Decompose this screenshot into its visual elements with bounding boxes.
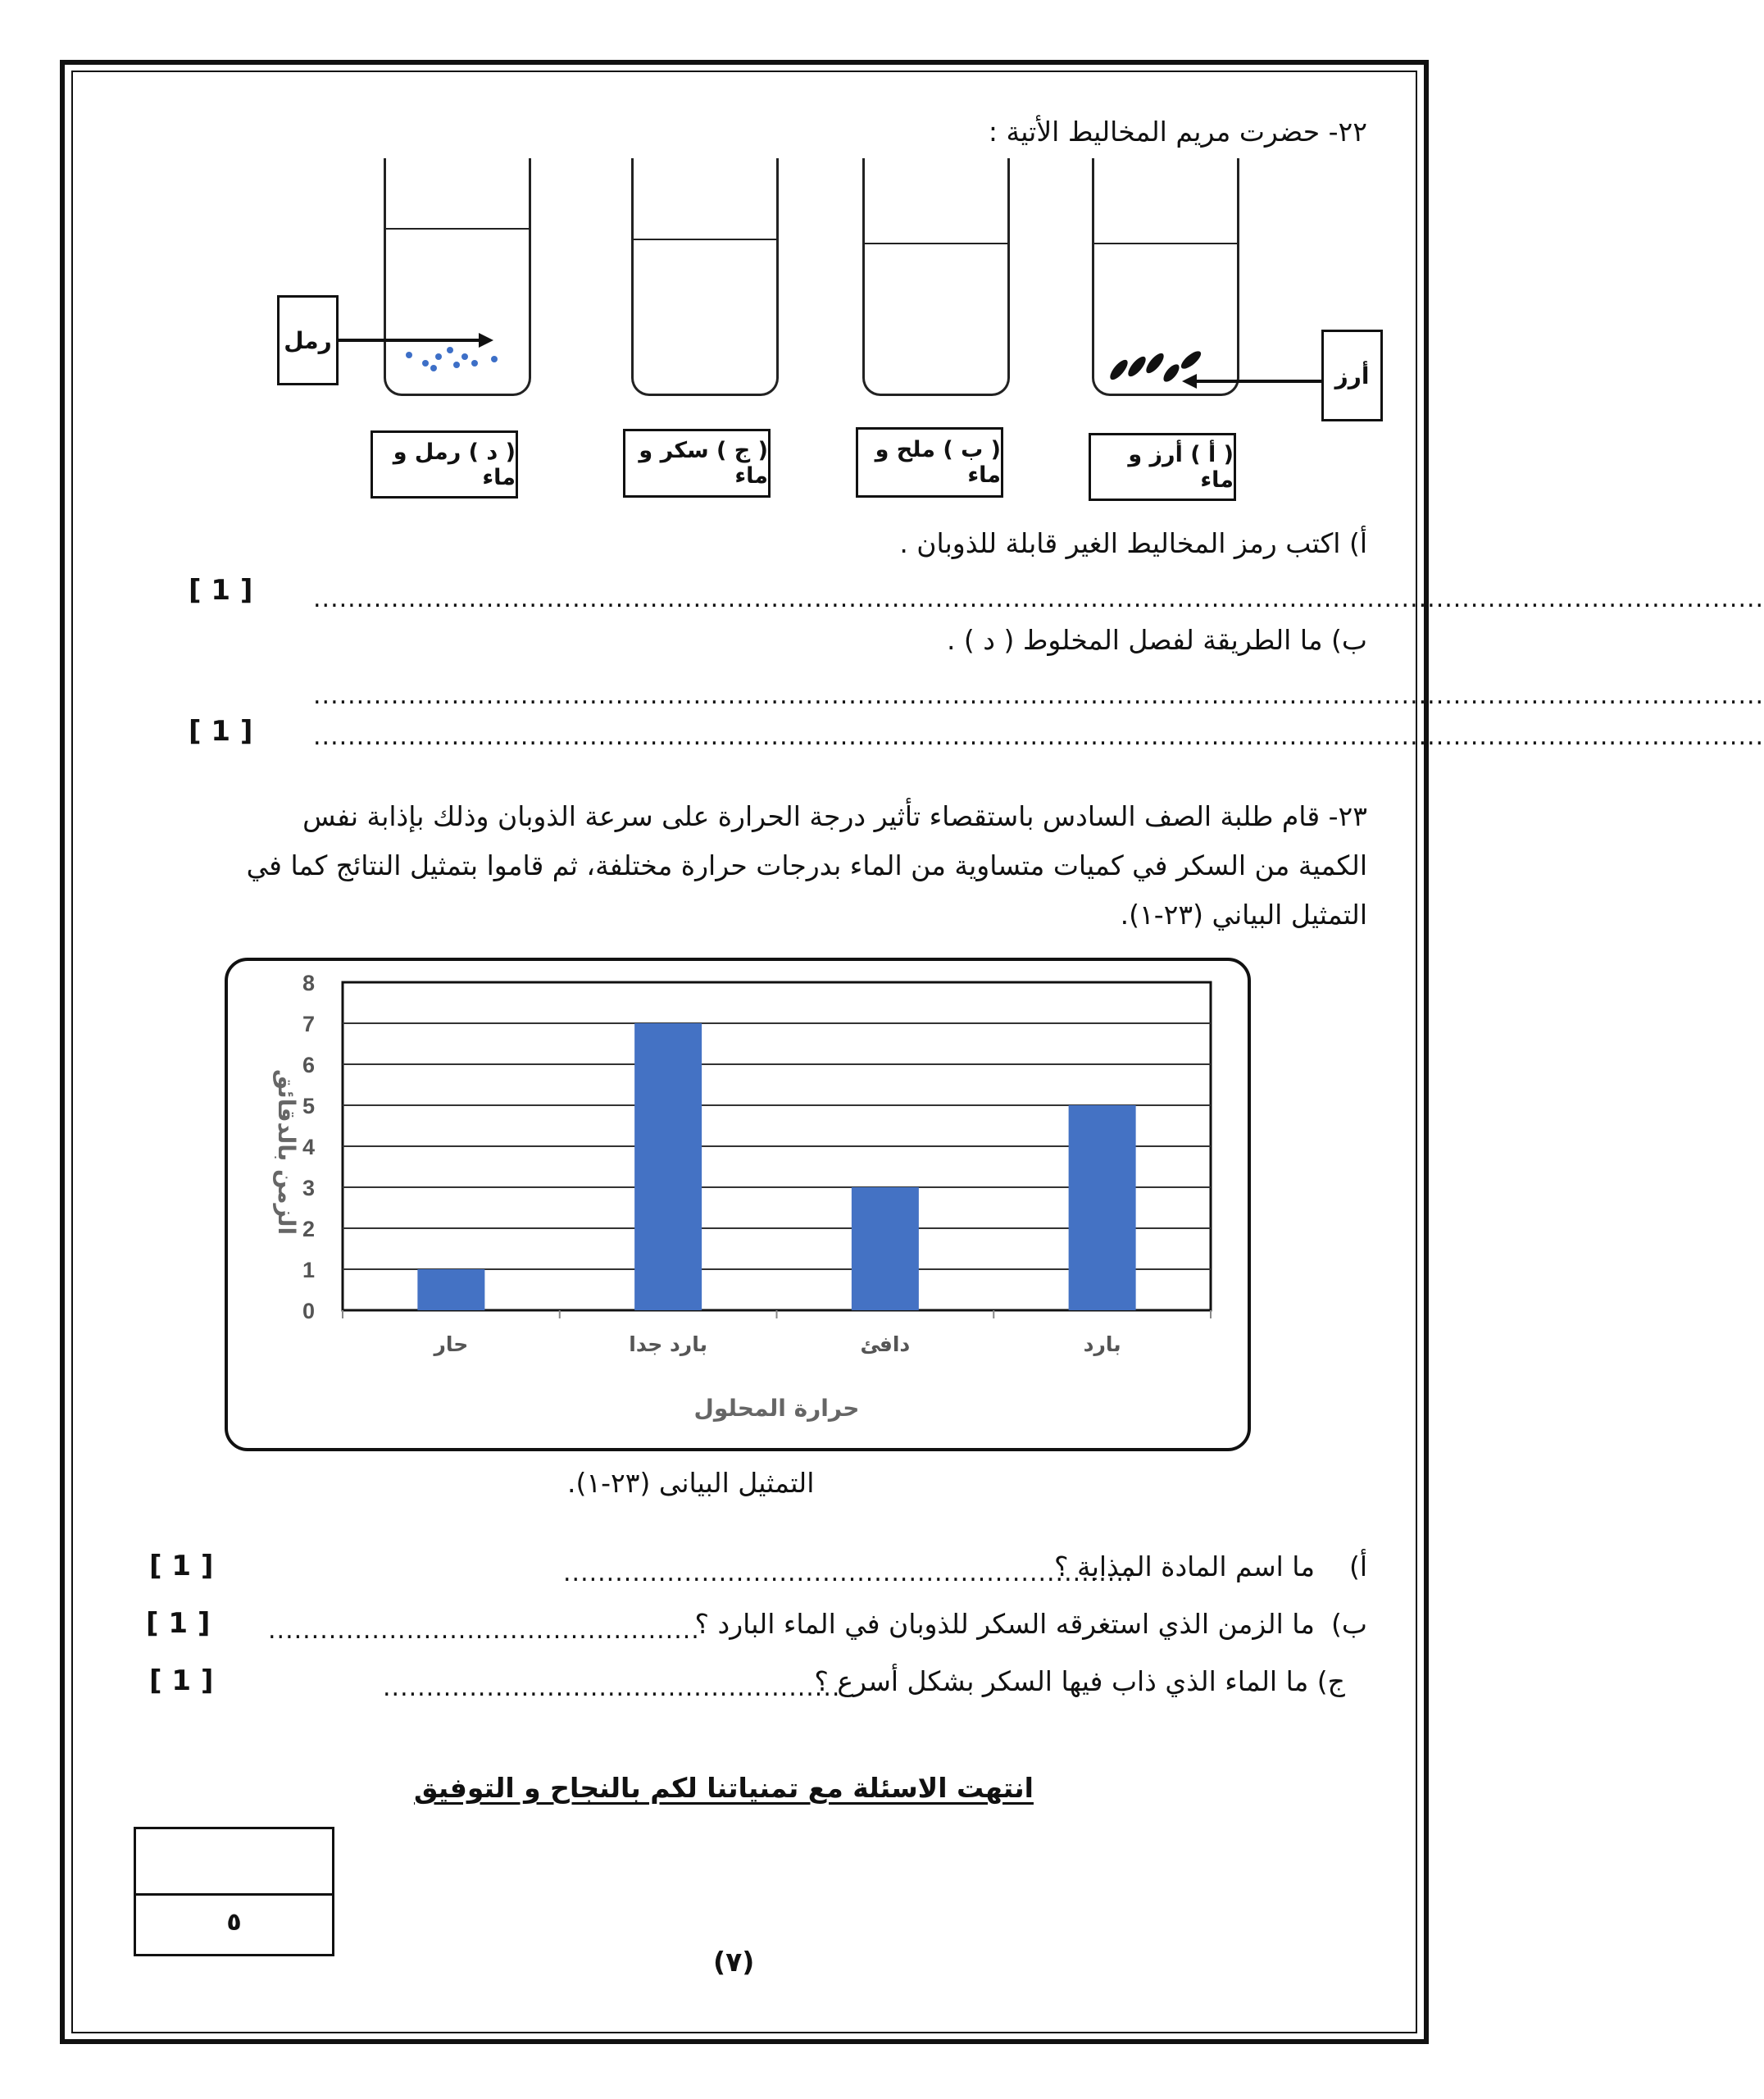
answer-line: ........................................................................................................................................................................ [313, 722, 1764, 751]
q23c-mark: [ 1 ] [149, 1664, 214, 1697]
pointer-label-rice: أرز [1321, 330, 1383, 421]
q22-part-a: أ) اكتب رمز المخاليط الغير قابلة للذوبان . [899, 527, 1367, 559]
label-mixture-c: ( ج ) سكر و ماء [623, 429, 771, 498]
y-tick-label: 7 [302, 1012, 315, 1036]
q22-title: ٢٢- حضرت مريم المخاليط الأتية : [988, 116, 1367, 148]
q23-part-a: ما اسم المادة المذابة ؟ [1054, 1550, 1315, 1582]
q23a-mark: [ 1 ] [149, 1550, 214, 1582]
q23-part-a-letter: أ) [1348, 1550, 1367, 1582]
x-tick-label: بارد جدا [629, 1332, 707, 1356]
pointer-label-sand: رمل [277, 295, 339, 385]
q23b-mark: [ 1 ] [146, 1607, 211, 1640]
answer-line: .................................................................. [563, 1559, 1134, 1587]
page-number: (٧) [713, 1946, 755, 1978]
q23-text-line1: ٢٣- قام طلبة الصف السادس باستقصاء تأثير درجة الحرارة على سرعة الذوبان وذلك بإذابة نفس [302, 800, 1367, 832]
q22-part-b: ب) ما الطريقة لفصل المخلوط ( د ) . [946, 624, 1367, 656]
y-tick-label: 1 [302, 1258, 315, 1282]
closing-message: انتهت الاسئلة مع تمنياتنا لكم بالنجاح و التوفيق [414, 1772, 1034, 1804]
answer-line: ........................................................................................................................................................................ [313, 585, 1764, 613]
y-tick-label: 0 [302, 1299, 315, 1323]
answer-line: .................................................. [268, 1616, 700, 1645]
score-box [134, 1827, 334, 1956]
x-tick-label: دافئ [860, 1332, 911, 1356]
label-mixture-b: ( ب ) ملح و ماء [856, 427, 1003, 498]
bar [417, 1269, 484, 1310]
y-tick-label: 2 [302, 1217, 315, 1241]
q22b-mark: [ 1 ] [189, 715, 253, 748]
y-tick-label: 3 [302, 1176, 315, 1200]
q22a-mark: [ 1 ] [189, 574, 253, 607]
x-tick-label: بارد [1083, 1332, 1121, 1356]
q23-text-line2: الكمية من السكر في كميات متساوية من الماء بدرجات حرارة مختلفة، ثم قاموا بتمثيل النتائج كما في [246, 849, 1367, 881]
bar [1069, 1105, 1136, 1310]
answer-line: ........................................................................................................................................................................ [313, 681, 1764, 710]
x-tick-label: حار [434, 1332, 469, 1356]
y-tick-label: 4 [302, 1135, 315, 1159]
q23-part-c: ج) ما الماء الذي ذاب فيها السكر بشكل أسرع ؟ [814, 1665, 1345, 1697]
label-mixture-d: ( د ) رمل و ماء [371, 430, 518, 499]
bar [852, 1187, 919, 1310]
score-value: ٥ [226, 1908, 242, 1937]
answer-line: ..................................................... [383, 1673, 841, 1702]
y-axis-title: الزمن بالدقائق [273, 1068, 300, 1236]
y-tick-label: 5 [302, 1094, 315, 1118]
label-mixture-a: ( أ ) أرز و ماء [1089, 433, 1236, 501]
chart-caption: التمثيل البيانى (٢٣-١). [567, 1467, 815, 1499]
q23-text-line3: التمثيل البياني (٢٣-١). [1120, 899, 1367, 931]
y-tick-label: 6 [302, 1053, 315, 1077]
q23-part-b: ما الزمن الذي استغرقه السكر للذوبان في الماء البارد ؟ [694, 1608, 1315, 1640]
y-tick-label: 8 [302, 971, 315, 995]
x-axis-title: حرارة المحلول [693, 1395, 860, 1422]
q23-part-b-letter: ب) [1331, 1608, 1367, 1640]
bar [634, 1023, 702, 1310]
